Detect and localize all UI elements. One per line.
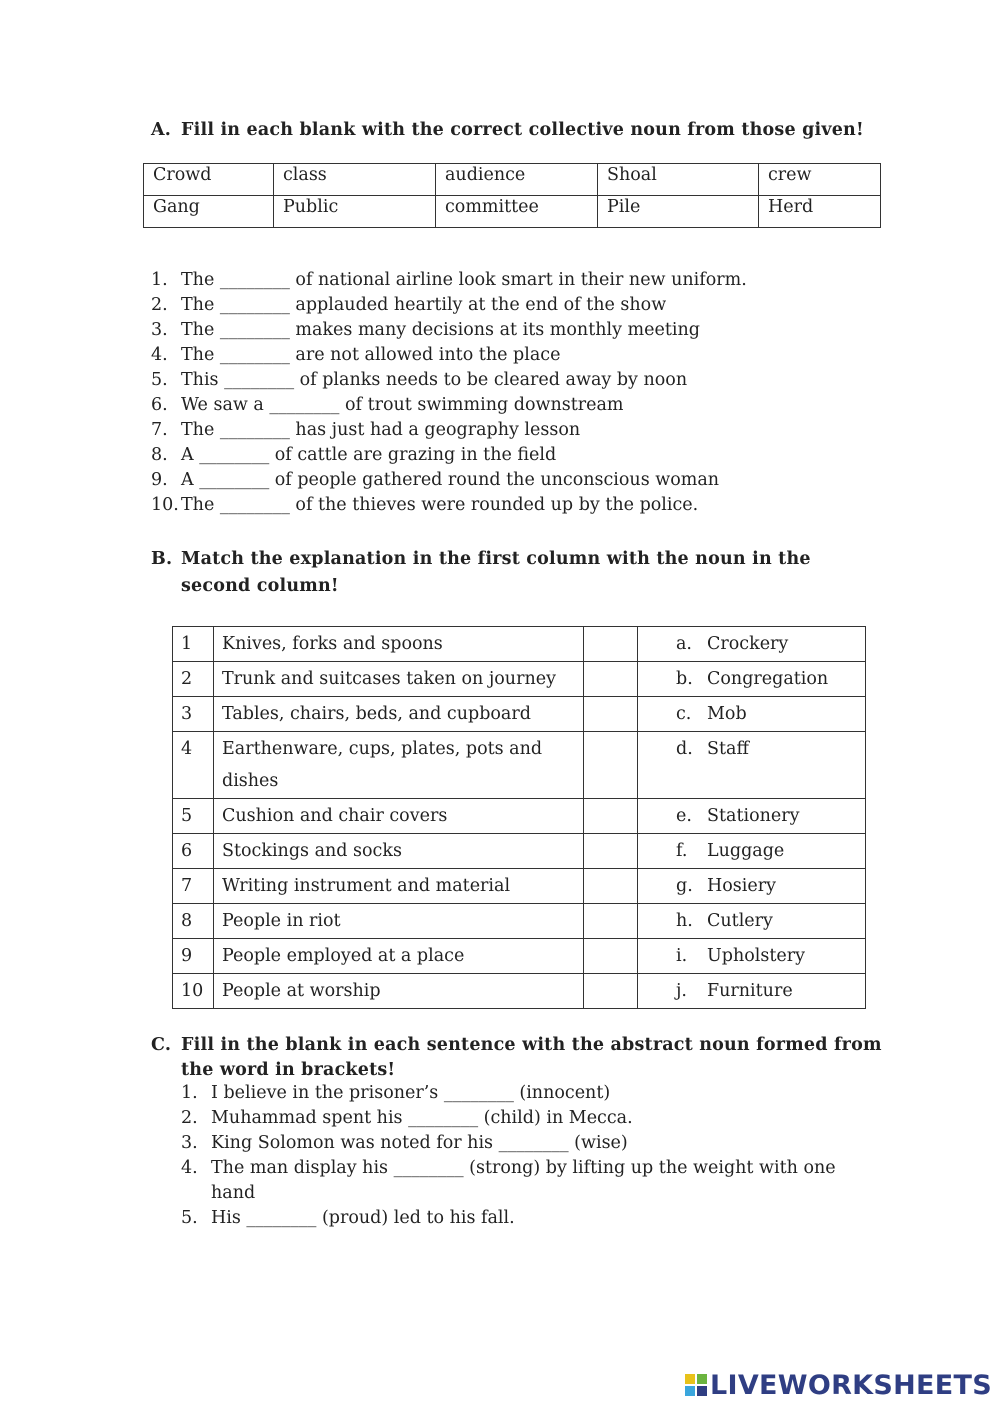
option-noun: Staff [707, 739, 749, 759]
table-row [173, 904, 866, 939]
item-text: King Solomon was noted for his ________ (wise) [211, 1133, 628, 1153]
word-bank-table [143, 163, 881, 228]
option-letter: h. [676, 911, 693, 931]
logo-square [685, 1374, 695, 1384]
item-text: A ________ of cattle are grazing in the field [181, 445, 557, 465]
row-explanation: Trunk and suitcases taken on journey [214, 662, 584, 697]
item-text: This ________ of planks needs to be cleared away by noon [181, 370, 688, 390]
list-item [181, 1208, 881, 1233]
logo-mark-icon [685, 1374, 707, 1396]
option-noun: Crockery [707, 634, 789, 654]
section-a-heading-text: Fill in each blank with the correct collective noun from those given! [181, 120, 864, 140]
item-number: 4. [151, 345, 168, 365]
option-noun: Luggage [707, 841, 785, 861]
item-text: The ________ has just had a geography lesson [181, 420, 581, 440]
item-text: I believe in the prisoner’s ________ (innocent) [211, 1083, 611, 1103]
word-bank-cell: Crowd [144, 164, 274, 196]
row-noun-option [638, 939, 866, 974]
word-bank-cell: class [274, 164, 436, 196]
answer-blank[interactable] [584, 732, 638, 799]
word-bank-row [144, 164, 881, 196]
row-number: 7 [173, 869, 214, 904]
table-row [173, 939, 866, 974]
answer-blank[interactable] [584, 627, 638, 662]
item-text: The man display his ________ (strong) by lifting up the weight with one [211, 1158, 836, 1178]
item-text: The ________ are not allowed into the place [181, 345, 561, 365]
item-text: We saw a ________ of trout swimming downstream [181, 395, 624, 415]
item-number: 9. [151, 470, 168, 490]
row-number: 2 [173, 662, 214, 697]
item-number: 8. [151, 445, 168, 465]
row-explanation: Stockings and socks [214, 834, 584, 869]
list-item [151, 270, 851, 295]
logo-square [685, 1386, 695, 1396]
table-row [173, 662, 866, 697]
answer-blank[interactable] [584, 974, 638, 1009]
section-c-heading-line1: Fill in the blank in each sentence with the abstract noun formed from [181, 1035, 882, 1055]
list-item [151, 445, 851, 470]
item-text: A ________ of people gathered round the unconscious woman [181, 470, 720, 490]
row-noun-option [638, 732, 866, 799]
option-letter: j. [676, 981, 687, 1001]
row-number: 5 [173, 799, 214, 834]
item-text: The ________ makes many decisions at its monthly meeting [181, 320, 700, 340]
section-c-marker: C. [151, 1035, 172, 1055]
section-b-heading-line2: second column! [181, 576, 339, 596]
row-number: 9 [173, 939, 214, 974]
matching-table [172, 626, 866, 1009]
item-text: The ________ applauded heartily at the end of the show [181, 295, 667, 315]
option-noun: Congregation [707, 669, 829, 689]
item-number: 4. [181, 1158, 198, 1178]
row-explanation: People in riot [214, 904, 584, 939]
section-c-heading-line2: the word in brackets! [181, 1060, 396, 1080]
table-row [173, 974, 866, 1009]
section-a-marker: A. [151, 120, 172, 140]
option-noun: Furniture [707, 981, 793, 1001]
logo-text: LIVEWORKSHEETS [709, 1369, 992, 1401]
table-row [173, 834, 866, 869]
option-letter: d. [676, 739, 693, 759]
answer-blank[interactable] [584, 697, 638, 732]
row-noun-option [638, 662, 866, 697]
word-bank-cell: Shoal [598, 164, 759, 196]
item-number: 1. [181, 1083, 198, 1103]
list-item [151, 395, 851, 420]
row-noun-option [638, 904, 866, 939]
list-item [181, 1133, 881, 1158]
option-noun: Cutlery [707, 911, 773, 931]
item-text-continued: hand [211, 1183, 256, 1203]
option-letter: c. [676, 704, 692, 724]
option-letter: i. [676, 946, 688, 966]
item-number: 5. [151, 370, 168, 390]
list-item [151, 370, 851, 395]
list-item [181, 1108, 881, 1133]
table-row [173, 697, 866, 732]
item-number: 3. [181, 1133, 198, 1153]
option-letter: f. [676, 841, 688, 861]
section-c-heading [151, 1033, 911, 1083]
list-item [151, 420, 851, 445]
word-bank-cell: crew [759, 164, 881, 196]
row-noun-option [638, 697, 866, 732]
item-number: 2. [181, 1108, 198, 1128]
row-number: 8 [173, 904, 214, 939]
answer-blank[interactable] [584, 834, 638, 869]
section-b-heading-line1: Match the explanation in the first column with the noun in the [181, 549, 811, 569]
word-bank-cell: Pile [598, 196, 759, 228]
table-row [173, 869, 866, 904]
option-noun: Mob [707, 704, 747, 724]
section-a-list [151, 270, 851, 520]
item-text: Muhammad spent his ________ (child) in Mecca. [211, 1108, 633, 1128]
word-bank-cell: committee [436, 196, 598, 228]
option-letter: a. [676, 634, 692, 654]
answer-blank[interactable] [584, 939, 638, 974]
item-text: His ________ (proud) led to his fall. [211, 1208, 515, 1228]
option-letter: g. [676, 876, 693, 896]
item-number: 3. [151, 320, 168, 340]
row-number: 6 [173, 834, 214, 869]
item-number: 6. [151, 395, 168, 415]
item-number: 10. [151, 495, 179, 515]
answer-blank[interactable] [584, 869, 638, 904]
item-number: 7. [151, 420, 168, 440]
answer-blank[interactable] [584, 662, 638, 697]
row-explanation: Earthenware, cups, plates, pots and dishes [214, 732, 584, 799]
list-item [151, 295, 851, 320]
row-noun-option [638, 834, 866, 869]
table-row [173, 799, 866, 834]
list-item [181, 1158, 881, 1208]
list-item [151, 470, 851, 495]
option-letter: e. [676, 806, 692, 826]
item-number: 1. [151, 270, 168, 290]
liveworksheets-logo [685, 1369, 992, 1401]
row-explanation: People at worship [214, 974, 584, 1009]
item-text: The ________ of the thieves were rounded up by the police. [181, 495, 699, 515]
row-number: 10 [173, 974, 214, 1009]
word-bank-cell: Gang [144, 196, 274, 228]
table-row [173, 627, 866, 662]
list-item [151, 320, 851, 345]
word-bank-cell: Herd [759, 196, 881, 228]
row-explanation: Knives, forks and spoons [214, 627, 584, 662]
answer-blank[interactable] [584, 904, 638, 939]
row-noun-option [638, 627, 866, 662]
list-item [151, 345, 851, 370]
option-letter: b. [676, 669, 693, 689]
row-explanation: Tables, chairs, beds, and cupboard [214, 697, 584, 732]
word-bank-row [144, 196, 881, 228]
option-noun: Hosiery [707, 876, 776, 896]
list-item [181, 1083, 881, 1108]
item-number: 2. [151, 295, 168, 315]
section-a-heading [151, 120, 864, 140]
section-b-marker: B. [151, 549, 173, 569]
item-text: The ________ of national airline look smart in their new uniform. [181, 270, 747, 290]
logo-square [697, 1374, 707, 1384]
row-noun-option [638, 869, 866, 904]
row-noun-option [638, 799, 866, 834]
option-noun: Stationery [707, 806, 800, 826]
list-item [151, 495, 851, 520]
row-explanation: Writing instrument and material [214, 869, 584, 904]
row-number: 4 [173, 732, 214, 799]
row-number: 3 [173, 697, 214, 732]
logo-square [697, 1386, 707, 1396]
row-number: 1 [173, 627, 214, 662]
row-noun-option [638, 974, 866, 1009]
row-explanation: People employed at a place [214, 939, 584, 974]
answer-blank[interactable] [584, 799, 638, 834]
section-c-list [181, 1083, 881, 1233]
word-bank-cell: Public [274, 196, 436, 228]
option-noun: Upholstery [707, 946, 805, 966]
section-b-heading [151, 546, 891, 600]
row-explanation: Cushion and chair covers [214, 799, 584, 834]
word-bank-cell: audience [436, 164, 598, 196]
item-number: 5. [181, 1208, 198, 1228]
table-row [173, 732, 866, 799]
